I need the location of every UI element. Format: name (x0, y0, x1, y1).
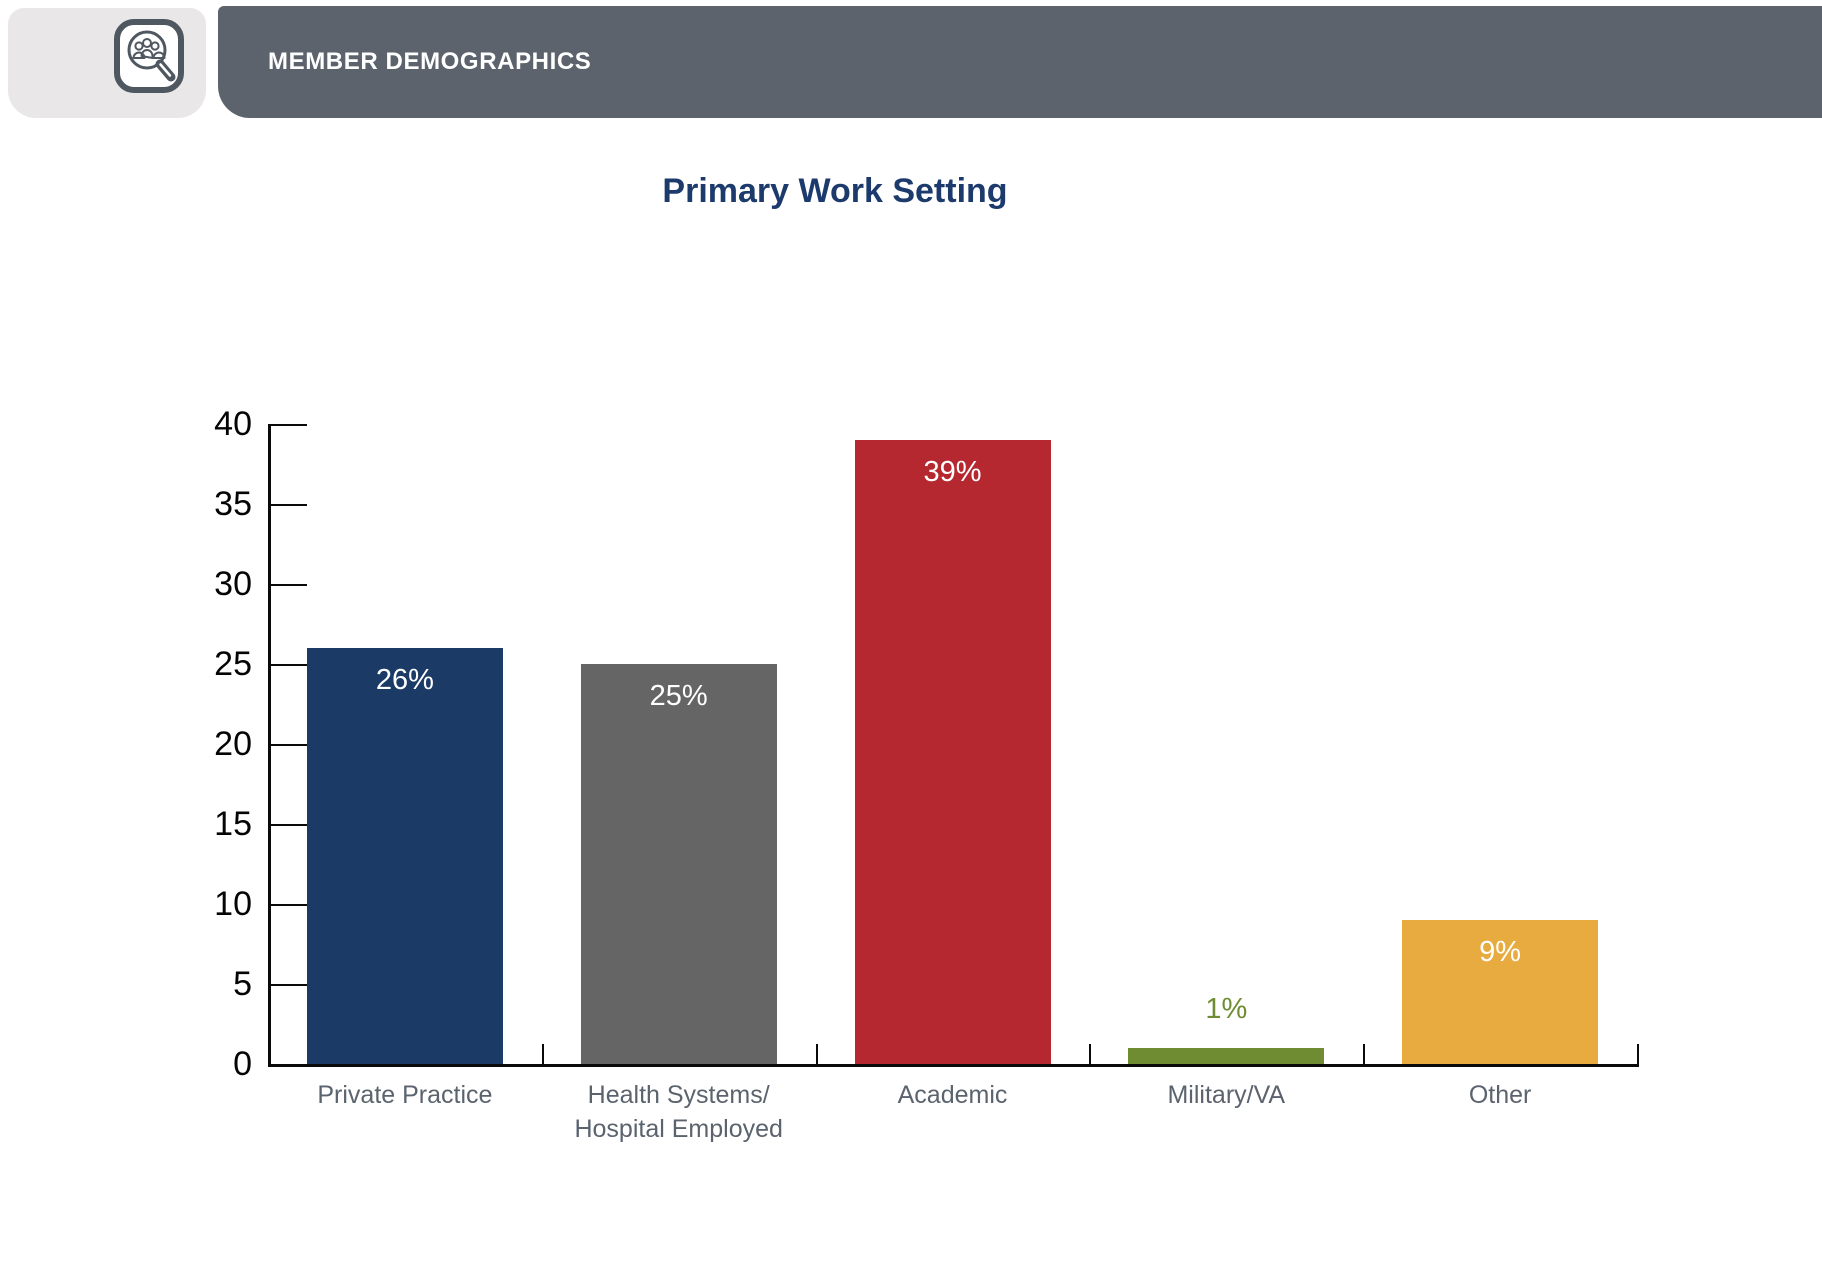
category-label-academic: Academic (897, 1081, 1008, 1109)
y-axis-label: 35 (214, 485, 252, 523)
value-label-academic: 39% (923, 456, 982, 488)
y-axis-tick (271, 584, 307, 586)
y-axis-label: 30 (214, 565, 252, 603)
y-axis-label: 5 (233, 965, 252, 1003)
value-label-private-practice: 26% (375, 664, 434, 696)
y-axis-tick (271, 904, 307, 906)
category-label-health-systems: Health Systems/ Hospital Employed (574, 1081, 783, 1143)
y-axis-label: 15 (214, 805, 252, 843)
category-label-military-va: Military/VA (1167, 1081, 1286, 1109)
y-axis-label: 40 (214, 405, 252, 443)
bar-private-practice (307, 648, 503, 1064)
y-axis-label: 20 (214, 725, 252, 763)
x-axis-tick (1363, 1044, 1365, 1064)
x-axis-tick (1089, 1044, 1091, 1064)
bar-military-va (1128, 1048, 1324, 1064)
x-axis-tick (816, 1044, 818, 1064)
bar-health-systems (581, 664, 777, 1064)
bar-academic (855, 440, 1051, 1064)
x-axis-tick (1637, 1044, 1639, 1064)
y-axis-tick (271, 824, 307, 826)
y-axis-label: 10 (214, 885, 252, 923)
x-axis-tick (542, 1044, 544, 1064)
category-label-private-practice: Private Practice (317, 1081, 493, 1109)
y-axis-tick (271, 744, 307, 746)
chart-title: Primary Work Setting (662, 172, 1008, 210)
category-label-other: Other (1468, 1081, 1532, 1109)
value-label-military-va: 1% (1205, 993, 1248, 1025)
y-axis-tick (271, 424, 307, 426)
x-axis-line (268, 1064, 1639, 1067)
y-axis-label: 25 (214, 645, 252, 683)
page-title: MEMBER DEMOGRAPHICS (268, 48, 592, 75)
y-axis-label: 0 (233, 1045, 252, 1083)
y-axis-tick (271, 504, 307, 506)
value-label-health-systems: 25% (649, 680, 708, 712)
value-label-other: 9% (1479, 936, 1522, 968)
y-axis-tick (271, 984, 307, 986)
y-axis-tick (271, 664, 307, 666)
